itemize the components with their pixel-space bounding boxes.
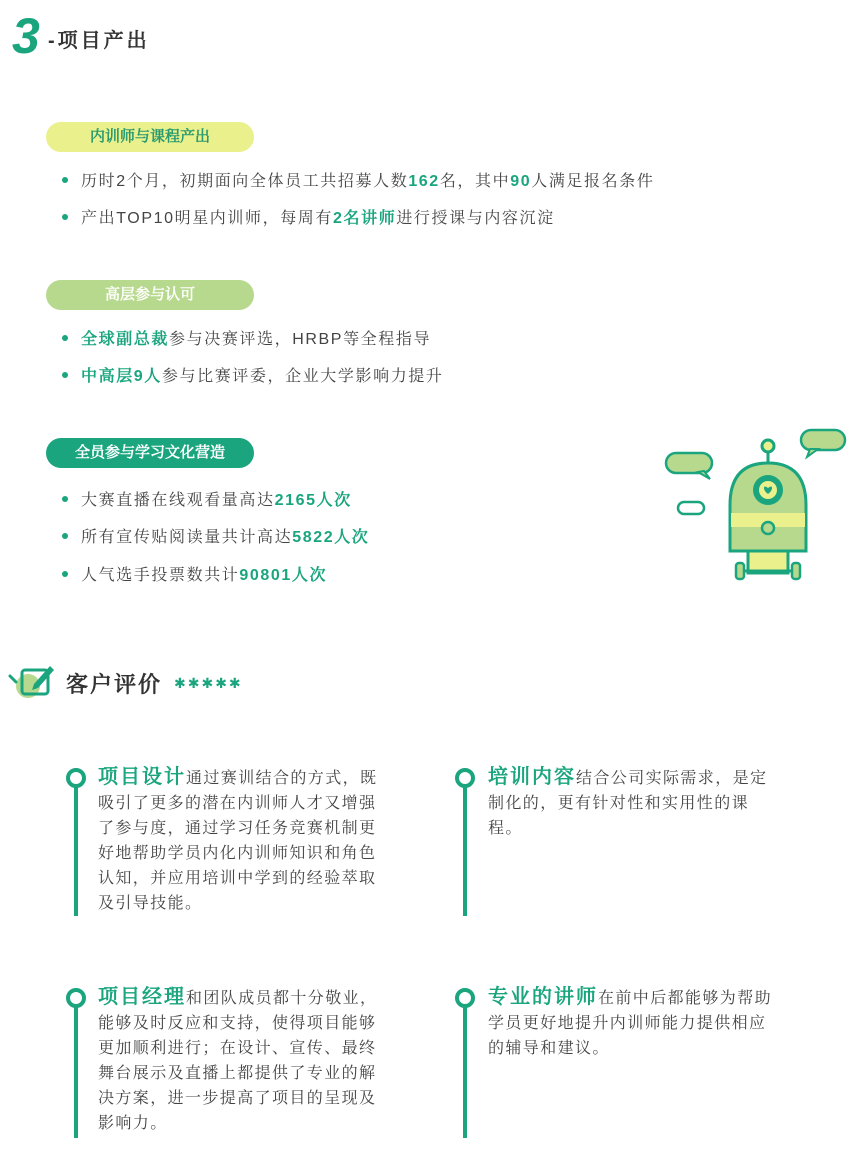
list-item: 产出TOP10明星内训师，每周有2名讲师进行授课与内容沉淀 — [62, 209, 555, 229]
list-item: 全球副总裁参与决赛评选，HRBP等全程指导 — [62, 330, 431, 350]
review-card: 专业的讲师在前中后都能够为帮助学员更好地提升内训师能力提供相应的辅导和建议。 — [488, 986, 773, 1057]
list-item: 人气选手投票数共计90801人次 — [62, 566, 327, 586]
card-divider — [463, 1006, 467, 1138]
speech-bubble-icon — [678, 502, 704, 514]
card-marker-icon — [455, 768, 475, 788]
card-marker-icon — [455, 988, 475, 1008]
bullet-dot — [62, 533, 68, 539]
rating-stars: ✱✱✱✱✱ — [174, 675, 243, 691]
group-title-executive-recognition: 高层参与认可 — [46, 280, 254, 310]
section-title: -项目产出 — [48, 30, 150, 52]
speech-bubble-icon — [666, 453, 712, 479]
bullet-dot — [62, 571, 68, 577]
reviews-title: 客户评价 — [66, 672, 163, 697]
review-card: 培训内容结合公司实际需求，是定制化的，更有针对性和实用性的课程。 — [488, 766, 768, 837]
bullet-dot — [62, 214, 68, 220]
robot-illustration — [660, 425, 850, 590]
card-divider — [74, 786, 78, 916]
card-marker-icon — [66, 768, 86, 788]
list-item: 历时2个月，初期面向全体员工共招募人数162名，其中90人满足报名条件 — [62, 172, 654, 192]
edit-icon — [8, 662, 56, 702]
list-item: 所有宣传贴阅读量共计高达5822人次 — [62, 528, 369, 548]
section-number: 3 — [12, 8, 40, 64]
bullet-dot — [62, 496, 68, 502]
group-title-learning-culture: 全员参与学习文化营造 — [46, 438, 254, 468]
card-divider — [463, 786, 467, 916]
bullet-dot — [62, 335, 68, 341]
list-item: 中高层9人参与比赛评委，企业大学影响力提升 — [62, 367, 444, 387]
speech-bubble-icon — [801, 430, 845, 457]
bullet-dot — [62, 372, 68, 378]
review-card: 项目经理和团队成员都十分敬业，能够及时反应和支持，使得项目能够更加顺利进行；在设计、宣传、最终舞台展示及直播上都提供了专业的解决方案，进一步提高了项目的呈现及影响力。 — [98, 986, 378, 1132]
card-divider — [74, 1006, 78, 1138]
card-marker-icon — [66, 988, 86, 1008]
review-card: 项目设计通过赛训结合的方式，既吸引了更多的潜在内训师人才又增强了参与度，通过学习任务竞赛机制更好地帮助学员内化内训师知识和角色认知，并应用培训中学到的经验萃取及引导技能。 — [98, 766, 378, 912]
list-item: 大赛直播在线观看量高达2165人次 — [62, 491, 352, 511]
group-title-trainer-output: 内训师与课程产出 — [46, 122, 254, 152]
bullet-dot — [62, 177, 68, 183]
